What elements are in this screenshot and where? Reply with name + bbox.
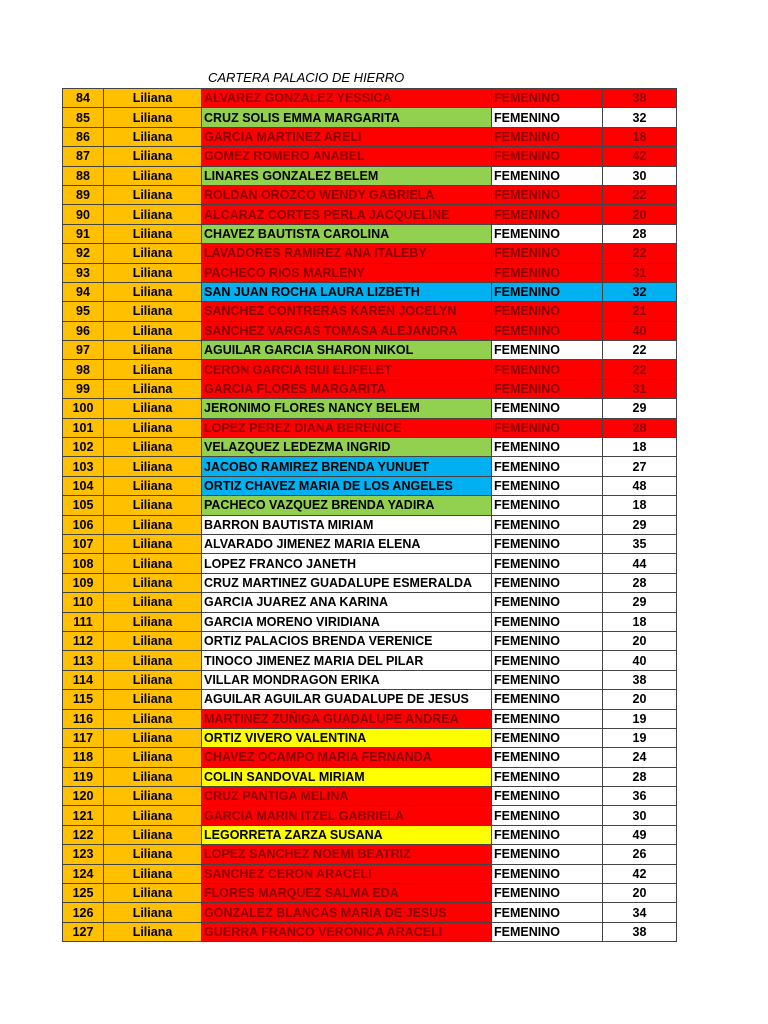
client-name-cell: LAVADORES RAMIREZ ANA ITALEBY bbox=[202, 244, 492, 263]
sex-cell: FEMENINO bbox=[492, 476, 603, 495]
agent-cell: Liliana bbox=[104, 825, 202, 844]
sex-cell: FEMENINO bbox=[492, 282, 603, 301]
table-row bbox=[63, 534, 677, 553]
row-number-cell: 93 bbox=[63, 263, 104, 282]
agent-cell: Liliana bbox=[104, 147, 202, 166]
age-cell: 28 bbox=[603, 224, 677, 243]
sex-cell: FEMENINO bbox=[492, 806, 603, 825]
table-row bbox=[63, 728, 677, 747]
age-cell: 18 bbox=[603, 438, 677, 457]
agent-cell: Liliana bbox=[104, 476, 202, 495]
age-cell: 28 bbox=[603, 573, 677, 592]
table-row bbox=[63, 166, 677, 185]
table-row bbox=[63, 127, 677, 146]
age-cell: 20 bbox=[603, 884, 677, 903]
sex-cell: FEMENINO bbox=[492, 690, 603, 709]
row-number-cell: 86 bbox=[63, 127, 104, 146]
sex-cell: FEMENINO bbox=[492, 573, 603, 592]
age-cell: 44 bbox=[603, 554, 677, 573]
sex-cell: FEMENINO bbox=[492, 379, 603, 398]
age-cell: 20 bbox=[603, 690, 677, 709]
roster-body bbox=[63, 89, 677, 942]
client-name-cell: GARCIA FLORES MARGARITA bbox=[202, 379, 492, 398]
row-number-cell: 98 bbox=[63, 360, 104, 379]
table-row bbox=[63, 263, 677, 282]
table-row bbox=[63, 554, 677, 573]
age-cell: 22 bbox=[603, 341, 677, 360]
sex-cell: FEMENINO bbox=[492, 438, 603, 457]
client-name-cell: GOMEZ ROMERO ANABEL bbox=[202, 147, 492, 166]
sex-cell: FEMENINO bbox=[492, 89, 603, 108]
row-number-cell: 123 bbox=[63, 845, 104, 864]
agent-cell: Liliana bbox=[104, 89, 202, 108]
row-number-cell: 106 bbox=[63, 515, 104, 534]
row-number-cell: 91 bbox=[63, 224, 104, 243]
sex-cell: FEMENINO bbox=[492, 884, 603, 903]
row-number-cell: 119 bbox=[63, 767, 104, 786]
agent-cell: Liliana bbox=[104, 554, 202, 573]
agent-cell: Liliana bbox=[104, 806, 202, 825]
client-name-cell: CRUZ PANTIGA MELINA bbox=[202, 787, 492, 806]
client-name-cell: LOPEZ FRANCO JANETH bbox=[202, 554, 492, 573]
sex-cell: FEMENINO bbox=[492, 825, 603, 844]
age-cell: 30 bbox=[603, 166, 677, 185]
row-number-cell: 92 bbox=[63, 244, 104, 263]
row-number-cell: 85 bbox=[63, 108, 104, 127]
client-name-cell: CRUZ MARTINEZ GUADALUPE ESMERALDA bbox=[202, 573, 492, 592]
age-cell: 24 bbox=[603, 748, 677, 767]
agent-cell: Liliana bbox=[104, 438, 202, 457]
row-number-cell: 103 bbox=[63, 457, 104, 476]
age-cell: 32 bbox=[603, 108, 677, 127]
agent-cell: Liliana bbox=[104, 108, 202, 127]
client-name-cell: SANCHEZ CONTRERAS KAREN JOCELYN bbox=[202, 302, 492, 321]
client-name-cell: GARCIA MARTINEZ ARELI bbox=[202, 127, 492, 146]
row-number-cell: 109 bbox=[63, 573, 104, 592]
agent-cell: Liliana bbox=[104, 379, 202, 398]
agent-cell: Liliana bbox=[104, 787, 202, 806]
agent-cell: Liliana bbox=[104, 728, 202, 747]
age-cell: 20 bbox=[603, 205, 677, 224]
agent-cell: Liliana bbox=[104, 631, 202, 650]
agent-cell: Liliana bbox=[104, 302, 202, 321]
client-name-cell: SAN JUAN ROCHA LAURA LIZBETH bbox=[202, 282, 492, 301]
table-row bbox=[63, 418, 677, 437]
sex-cell: FEMENINO bbox=[492, 360, 603, 379]
row-number-cell: 117 bbox=[63, 728, 104, 747]
agent-cell: Liliana bbox=[104, 593, 202, 612]
table-row bbox=[63, 748, 677, 767]
sex-cell: FEMENINO bbox=[492, 457, 603, 476]
row-number-cell: 107 bbox=[63, 534, 104, 553]
row-number-cell: 115 bbox=[63, 690, 104, 709]
sex-cell: FEMENINO bbox=[492, 515, 603, 534]
table-row bbox=[63, 864, 677, 883]
table-row bbox=[63, 321, 677, 340]
table-row bbox=[63, 244, 677, 263]
table-row bbox=[63, 709, 677, 728]
age-cell: 40 bbox=[603, 651, 677, 670]
client-name-cell: GARCIA MORENO VIRIDIANA bbox=[202, 612, 492, 631]
sex-cell: FEMENINO bbox=[492, 670, 603, 689]
sex-cell: FEMENINO bbox=[492, 166, 603, 185]
age-cell: 18 bbox=[603, 496, 677, 515]
row-number-cell: 89 bbox=[63, 185, 104, 204]
agent-cell: Liliana bbox=[104, 166, 202, 185]
sex-cell: FEMENINO bbox=[492, 631, 603, 650]
row-number-cell: 105 bbox=[63, 496, 104, 515]
agent-cell: Liliana bbox=[104, 205, 202, 224]
sex-cell: FEMENINO bbox=[492, 302, 603, 321]
table-row bbox=[63, 282, 677, 301]
client-name-cell: ALVAREZ GONZALEZ YESSICA bbox=[202, 89, 492, 108]
table-row bbox=[63, 593, 677, 612]
table-row bbox=[63, 884, 677, 903]
table-row bbox=[63, 573, 677, 592]
table-row bbox=[63, 360, 677, 379]
sex-cell: FEMENINO bbox=[492, 534, 603, 553]
agent-cell: Liliana bbox=[104, 767, 202, 786]
sheet-title: CARTERA PALACIO DE HIERRO bbox=[208, 70, 405, 85]
age-cell: 48 bbox=[603, 476, 677, 495]
table-row bbox=[63, 825, 677, 844]
agent-cell: Liliana bbox=[104, 185, 202, 204]
client-name-cell: GARCIA MARIN ITZEL GABRIELA bbox=[202, 806, 492, 825]
sex-cell: FEMENINO bbox=[492, 147, 603, 166]
age-cell: 20 bbox=[603, 631, 677, 650]
agent-cell: Liliana bbox=[104, 864, 202, 883]
age-cell: 34 bbox=[603, 903, 677, 922]
row-number-cell: 108 bbox=[63, 554, 104, 573]
sex-cell: FEMENINO bbox=[492, 185, 603, 204]
table-row bbox=[63, 224, 677, 243]
client-name-cell: SANCHEZ VARGAS TOMASA ALEJANDRA bbox=[202, 321, 492, 340]
client-name-cell: JERONIMO FLORES NANCY BELEM bbox=[202, 399, 492, 418]
age-cell: 29 bbox=[603, 515, 677, 534]
row-number-cell: 90 bbox=[63, 205, 104, 224]
table-row bbox=[63, 108, 677, 127]
sex-cell: FEMENINO bbox=[492, 787, 603, 806]
row-number-cell: 97 bbox=[63, 341, 104, 360]
agent-cell: Liliana bbox=[104, 244, 202, 263]
sex-cell: FEMENINO bbox=[492, 728, 603, 747]
client-name-cell: TINOCO JIMENEZ MARIA DEL PILAR bbox=[202, 651, 492, 670]
row-number-cell: 114 bbox=[63, 670, 104, 689]
row-number-cell: 125 bbox=[63, 884, 104, 903]
client-name-cell: CRUZ SOLIS EMMA MARGARITA bbox=[202, 108, 492, 127]
row-number-cell: 112 bbox=[63, 631, 104, 650]
sex-cell: FEMENINO bbox=[492, 864, 603, 883]
client-name-cell: JACOBO RAMIREZ BRENDA YUNUET bbox=[202, 457, 492, 476]
agent-cell: Liliana bbox=[104, 515, 202, 534]
agent-cell: Liliana bbox=[104, 496, 202, 515]
table-row bbox=[63, 302, 677, 321]
agent-cell: Liliana bbox=[104, 845, 202, 864]
age-cell: 38 bbox=[603, 922, 677, 941]
row-number-cell: 126 bbox=[63, 903, 104, 922]
client-name-cell: CHAVEZ BAUTISTA CAROLINA bbox=[202, 224, 492, 243]
age-cell: 27 bbox=[603, 457, 677, 476]
age-cell: 49 bbox=[603, 825, 677, 844]
client-name-cell: PACHECO RIOS MARLENY bbox=[202, 263, 492, 282]
agent-cell: Liliana bbox=[104, 360, 202, 379]
row-number-cell: 102 bbox=[63, 438, 104, 457]
age-cell: 42 bbox=[603, 147, 677, 166]
sex-cell: FEMENINO bbox=[492, 127, 603, 146]
age-cell: 18 bbox=[603, 127, 677, 146]
age-cell: 36 bbox=[603, 787, 677, 806]
client-name-cell: LOPEZ PEREZ DIANA BERENICE bbox=[202, 418, 492, 437]
sex-cell: FEMENINO bbox=[492, 108, 603, 127]
sex-cell: FEMENINO bbox=[492, 205, 603, 224]
row-number-cell: 84 bbox=[63, 89, 104, 108]
sex-cell: FEMENINO bbox=[492, 263, 603, 282]
row-number-cell: 87 bbox=[63, 147, 104, 166]
table-row bbox=[63, 457, 677, 476]
agent-cell: Liliana bbox=[104, 884, 202, 903]
table-row bbox=[63, 903, 677, 922]
sex-cell: FEMENINO bbox=[492, 922, 603, 941]
agent-cell: Liliana bbox=[104, 127, 202, 146]
client-name-cell: LINARES GONZALEZ BELEM bbox=[202, 166, 492, 185]
client-name-cell: CERON GARCIA ISUI ELIFELET bbox=[202, 360, 492, 379]
client-name-cell: ORTIZ VIVERO VALENTINA bbox=[202, 728, 492, 747]
age-cell: 26 bbox=[603, 845, 677, 864]
sex-cell: FEMENINO bbox=[492, 224, 603, 243]
client-name-cell: GONZALEZ BLANCAS MARIA DE JESUS bbox=[202, 903, 492, 922]
roster-table bbox=[62, 88, 677, 942]
row-number-cell: 111 bbox=[63, 612, 104, 631]
client-name-cell: COLIN SANDOVAL MIRIAM bbox=[202, 767, 492, 786]
row-number-cell: 116 bbox=[63, 709, 104, 728]
sex-cell: FEMENINO bbox=[492, 554, 603, 573]
age-cell: 28 bbox=[603, 418, 677, 437]
client-name-cell: VILLAR MONDRAGON ERIKA bbox=[202, 670, 492, 689]
table-row bbox=[63, 806, 677, 825]
table-row bbox=[63, 89, 677, 108]
row-number-cell: 121 bbox=[63, 806, 104, 825]
age-cell: 31 bbox=[603, 263, 677, 282]
sex-cell: FEMENINO bbox=[492, 593, 603, 612]
sex-cell: FEMENINO bbox=[492, 612, 603, 631]
table-row bbox=[63, 670, 677, 689]
table-row bbox=[63, 631, 677, 650]
sex-cell: FEMENINO bbox=[492, 845, 603, 864]
sex-cell: FEMENINO bbox=[492, 496, 603, 515]
sex-cell: FEMENINO bbox=[492, 341, 603, 360]
row-number-cell: 95 bbox=[63, 302, 104, 321]
age-cell: 30 bbox=[603, 806, 677, 825]
client-name-cell: ALVARADO JIMENEZ MARIA ELENA bbox=[202, 534, 492, 553]
age-cell: 21 bbox=[603, 302, 677, 321]
agent-cell: Liliana bbox=[104, 748, 202, 767]
age-cell: 28 bbox=[603, 767, 677, 786]
client-name-cell: ALCARAZ CORTES PERLA JACQUELINE bbox=[202, 205, 492, 224]
row-number-cell: 122 bbox=[63, 825, 104, 844]
age-cell: 29 bbox=[603, 399, 677, 418]
table-row bbox=[63, 496, 677, 515]
agent-cell: Liliana bbox=[104, 903, 202, 922]
table-row bbox=[63, 379, 677, 398]
table-row bbox=[63, 147, 677, 166]
agent-cell: Liliana bbox=[104, 690, 202, 709]
table-row bbox=[63, 476, 677, 495]
agent-cell: Liliana bbox=[104, 670, 202, 689]
table-row bbox=[63, 651, 677, 670]
table-row bbox=[63, 922, 677, 941]
age-cell: 35 bbox=[603, 534, 677, 553]
table-row bbox=[63, 399, 677, 418]
sex-cell: FEMENINO bbox=[492, 748, 603, 767]
sex-cell: FEMENINO bbox=[492, 321, 603, 340]
sex-cell: FEMENINO bbox=[492, 244, 603, 263]
agent-cell: Liliana bbox=[104, 651, 202, 670]
agent-cell: Liliana bbox=[104, 573, 202, 592]
sex-cell: FEMENINO bbox=[492, 651, 603, 670]
table-row bbox=[63, 845, 677, 864]
age-cell: 22 bbox=[603, 185, 677, 204]
age-cell: 22 bbox=[603, 244, 677, 263]
client-name-cell: BARRON BAUTISTA MIRIAM bbox=[202, 515, 492, 534]
agent-cell: Liliana bbox=[104, 534, 202, 553]
agent-cell: Liliana bbox=[104, 399, 202, 418]
age-cell: 38 bbox=[603, 89, 677, 108]
row-number-cell: 99 bbox=[63, 379, 104, 398]
table-row bbox=[63, 690, 677, 709]
table-row bbox=[63, 185, 677, 204]
sex-cell: FEMENINO bbox=[492, 767, 603, 786]
row-number-cell: 113 bbox=[63, 651, 104, 670]
row-number-cell: 96 bbox=[63, 321, 104, 340]
age-cell: 42 bbox=[603, 864, 677, 883]
age-cell: 22 bbox=[603, 360, 677, 379]
sex-cell: FEMENINO bbox=[492, 418, 603, 437]
table-row bbox=[63, 205, 677, 224]
table-row bbox=[63, 612, 677, 631]
age-cell: 18 bbox=[603, 612, 677, 631]
age-cell: 19 bbox=[603, 728, 677, 747]
client-name-cell: ORTIZ CHAVEZ MARIA DE LOS ANGELES bbox=[202, 476, 492, 495]
agent-cell: Liliana bbox=[104, 922, 202, 941]
age-cell: 19 bbox=[603, 709, 677, 728]
agent-cell: Liliana bbox=[104, 457, 202, 476]
row-number-cell: 100 bbox=[63, 399, 104, 418]
client-name-cell: GUERRA FRANCO VERONICA ARACELI bbox=[202, 922, 492, 941]
row-number-cell: 104 bbox=[63, 476, 104, 495]
row-number-cell: 118 bbox=[63, 748, 104, 767]
row-number-cell: 120 bbox=[63, 787, 104, 806]
client-name-cell: SANCHEZ CERON ARACELI bbox=[202, 864, 492, 883]
table-row bbox=[63, 515, 677, 534]
age-cell: 32 bbox=[603, 282, 677, 301]
client-name-cell: AGUILAR GARCIA SHARON NIKOL bbox=[202, 341, 492, 360]
row-number-cell: 88 bbox=[63, 166, 104, 185]
client-name-cell: ORTIZ PALACIOS BRENDA VERENICE bbox=[202, 631, 492, 650]
client-name-cell: AGUILAR AGUILAR GUADALUPE DE JESUS bbox=[202, 690, 492, 709]
row-number-cell: 110 bbox=[63, 593, 104, 612]
client-name-cell: GARCIA JUAREZ ANA KARINA bbox=[202, 593, 492, 612]
client-name-cell: LOPEZ SANCHEZ NOEMI BEATRIZ bbox=[202, 845, 492, 864]
agent-cell: Liliana bbox=[104, 418, 202, 437]
sex-cell: FEMENINO bbox=[492, 709, 603, 728]
row-number-cell: 127 bbox=[63, 922, 104, 941]
agent-cell: Liliana bbox=[104, 263, 202, 282]
client-name-cell: VELAZQUEZ LEDEZMA INGRID bbox=[202, 438, 492, 457]
client-name-cell: ROLDAN OROZCO WENDY GABRIELA bbox=[202, 185, 492, 204]
age-cell: 29 bbox=[603, 593, 677, 612]
client-name-cell: FLORES MARQUEZ SALMA EDA bbox=[202, 884, 492, 903]
agent-cell: Liliana bbox=[104, 612, 202, 631]
age-cell: 38 bbox=[603, 670, 677, 689]
client-name-cell: CHAVEZ OCAMPO MARIA FERNANDA bbox=[202, 748, 492, 767]
table-row bbox=[63, 787, 677, 806]
age-cell: 31 bbox=[603, 379, 677, 398]
client-name-cell: PACHECO VAZQUEZ BRENDA YADIRA bbox=[202, 496, 492, 515]
row-number-cell: 94 bbox=[63, 282, 104, 301]
agent-cell: Liliana bbox=[104, 709, 202, 728]
table-row bbox=[63, 438, 677, 457]
age-cell: 40 bbox=[603, 321, 677, 340]
row-number-cell: 101 bbox=[63, 418, 104, 437]
sex-cell: FEMENINO bbox=[492, 399, 603, 418]
agent-cell: Liliana bbox=[104, 224, 202, 243]
sex-cell: FEMENINO bbox=[492, 903, 603, 922]
client-name-cell: MARTINEZ ZUÑIGA GUADALUPE ANDREA bbox=[202, 709, 492, 728]
client-name-cell: LEGORRETA ZARZA SUSANA bbox=[202, 825, 492, 844]
table-row bbox=[63, 341, 677, 360]
agent-cell: Liliana bbox=[104, 341, 202, 360]
row-number-cell: 124 bbox=[63, 864, 104, 883]
agent-cell: Liliana bbox=[104, 282, 202, 301]
agent-cell: Liliana bbox=[104, 321, 202, 340]
table-row bbox=[63, 767, 677, 786]
